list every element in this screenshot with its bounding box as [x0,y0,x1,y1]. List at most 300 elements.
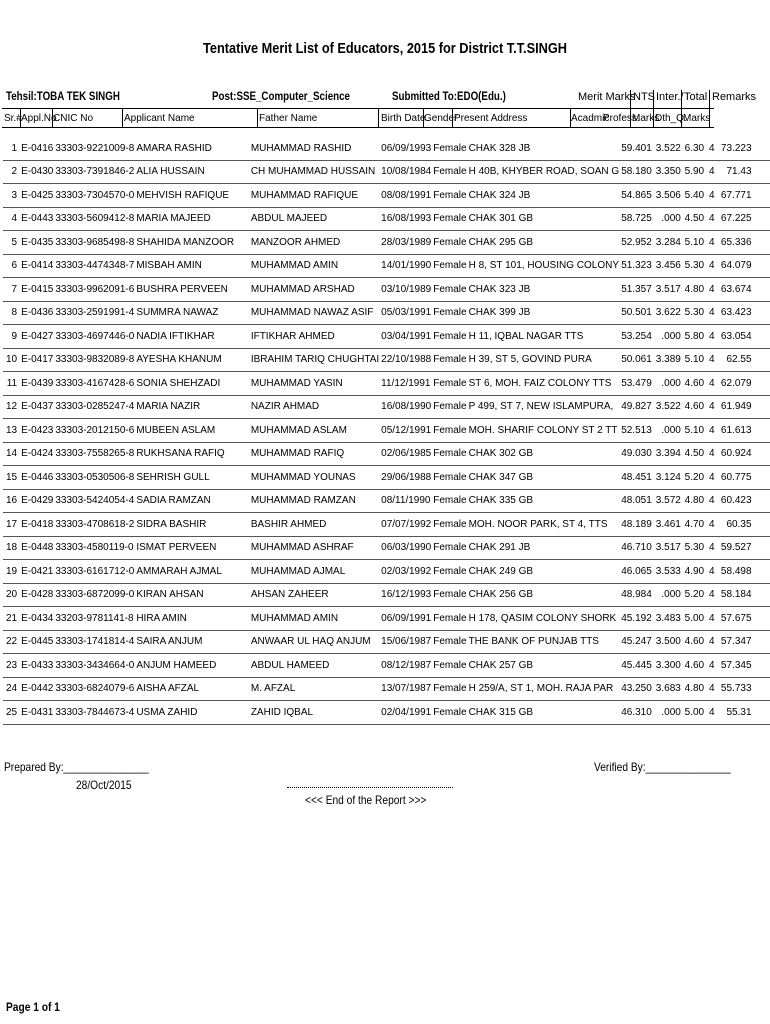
cell-academic: 46.310 [620,701,653,725]
verified-by: Verified By:_______________ [594,760,731,774]
cell-academic: 53.254 [620,325,653,349]
cell-address: MOH. SHARIF COLONY ST 2 TT [468,419,621,443]
cell-academic: 50.501 [620,301,653,325]
cell-gender: Female [432,630,467,654]
cell-birth-date: 03/04/1991 [380,325,432,349]
cell-professional: 3.389 [653,348,682,372]
cell-gender: Female [432,560,467,584]
cell-father-name: ZAHID IQBAL [250,701,380,725]
cell-cnic: 33303-7304570-0 [54,184,135,208]
cell-remarks [753,160,770,184]
cell-father-name: MUHAMMAD AMIN [250,254,380,278]
col-dob: Birth Date [381,113,426,124]
cell-total-marks: 55.733 [719,677,753,701]
cell-applicant-name: SEHRISH GULL [135,466,250,490]
post-value: SSE_Computer_Science [236,91,350,103]
col-applicant: Applicant Name [124,113,195,124]
col-address: Present Address [454,113,528,124]
cell-father-name: MUHAMMAD ARSHAD [250,278,380,302]
cell-sr: 12 [3,395,20,419]
cell-academic: 48.451 [620,466,653,490]
cell-cnic: 33303-4580119-0 [54,536,135,560]
cell-father-name: ABDUL HAMEED [250,654,380,678]
cell-academic: 51.323 [620,254,653,278]
cell-academic: 52.513 [620,419,653,443]
cell-gender: Female [432,278,467,302]
cell-birth-date: 14/01/1990 [380,254,432,278]
cell-appl-no: E-0434 [20,607,54,631]
post-label: Post: [212,91,237,103]
cell-applicant-name: SHAHIDA MANZOOR [135,231,250,255]
cell-birth-date: 16/12/1993 [380,583,432,607]
cell-applicant-name: SONIA SHEHZADI [135,372,250,396]
cell-gender: Female [432,395,467,419]
cell-professional: 3.522 [653,137,682,160]
cell-nts-marks: 5.20 [682,583,705,607]
table-row [3,348,770,372]
cell-nts-marks: 5.90 [682,160,705,184]
cell-birth-date: 07/07/1992 [380,513,432,537]
cell-address: CHAK 323 JB [468,278,621,302]
cell-gender: Female [432,536,467,560]
cell-remarks [753,301,770,325]
cell-appl-no: E-0423 [20,419,54,443]
cell-address: CHAK 302 GB [468,442,621,466]
cell-applicant-name: RUKHSANA RAFIQ [135,442,250,466]
cell-academic: 45.247 [620,630,653,654]
cell-sr: 9 [3,325,20,349]
cell-applicant-name: NADIA IFTIKHAR [135,325,250,349]
cell-academic: 58.180 [620,160,653,184]
table-row [3,583,770,607]
cell-applicant-name: AMMARAH AJMAL [135,560,250,584]
cell-professional: 3.506 [653,184,682,208]
cell-birth-date: 08/08/1991 [380,184,432,208]
cell-cnic: 33303-2591991-4 [54,301,135,325]
cell-address: H 40B, KHYBER ROAD, SOAN G [468,160,621,184]
cell-nts-marks: 5.00 [682,701,705,725]
cell-appl-no: E-0415 [20,278,54,302]
cell-sr: 23 [3,654,20,678]
cell-father-name: NAZIR AHMAD [250,395,380,419]
table-row [3,466,770,490]
cell-applicant-name: AYESHA KHANUM [135,348,250,372]
cell-appl-no: E-0429 [20,489,54,513]
cell-father-name: ANWAAR UL HAQ ANJUM [250,630,380,654]
cell-nts-marks: 4.60 [682,372,705,396]
cell-applicant-name: AMARA RASHID [135,137,250,160]
report-date: 28/Oct/2015 [76,778,132,792]
cell-address: P 499, ST 7, NEW ISLAMPURA, [468,395,621,419]
cell-inter-dthq: 4 [705,630,718,654]
cell-total-marks: 57.675 [719,607,753,631]
cell-appl-no: E-0437 [20,395,54,419]
col-appl: Appl.No. [21,113,60,124]
cell-appl-no: E-0427 [20,325,54,349]
cell-birth-date: 10/08/1984 [380,160,432,184]
cell-birth-date: 16/08/1993 [380,207,432,231]
table-row [3,137,770,160]
cell-nts-marks: 4.80 [682,278,705,302]
cell-nts-marks: 4.80 [682,677,705,701]
cell-total-marks: 60.775 [719,466,753,490]
cell-remarks [753,583,770,607]
cell-birth-date: 11/12/1991 [380,372,432,396]
cell-nts-marks: 4.60 [682,630,705,654]
cell-appl-no: E-0416 [20,137,54,160]
cell-inter-dthq: 4 [705,442,718,466]
cell-academic: 48.051 [620,489,653,513]
cell-professional: .000 [653,583,682,607]
cell-address: MOH. NOOR PARK, ST 4, TTS [468,513,621,537]
cell-father-name: ABDUL MAJEED [250,207,380,231]
cell-inter-dthq: 4 [705,489,718,513]
table-row [3,419,770,443]
cell-father-name: MUHAMMAD RAFIQUE [250,184,380,208]
cell-applicant-name: BUSHRA PERVEEN [135,278,250,302]
cell-appl-no: E-0448 [20,536,54,560]
cell-inter-dthq: 4 [705,207,718,231]
post-field [212,91,350,103]
cell-address: CHAK 335 GB [468,489,621,513]
cell-total-marks: 64.079 [719,254,753,278]
cell-sr: 15 [3,466,20,490]
cell-inter-dthq: 4 [705,419,718,443]
cell-inter-dthq: 4 [705,654,718,678]
cell-address: H 8, ST 101, HOUSING COLONY [468,254,621,278]
nts-header: NTS [633,91,655,103]
cell-appl-no: E-0446 [20,466,54,490]
remarks-header: Remarks [712,91,757,103]
cell-sr: 11 [3,372,20,396]
cell-professional: 3.284 [653,231,682,255]
cell-professional: 3.683 [653,677,682,701]
table-row [3,207,770,231]
cell-gender: Female [432,348,467,372]
cell-gender: Female [432,513,467,537]
cell-sr: 14 [3,442,20,466]
prepared-by: Prepared By:_______________ [4,760,149,774]
cell-professional: 3.533 [653,560,682,584]
cell-nts-marks: 5.40 [682,184,705,208]
cell-inter-dthq: 4 [705,231,718,255]
cell-professional: 3.572 [653,489,682,513]
cell-gender: Female [432,442,467,466]
cell-sr: 16 [3,489,20,513]
cell-professional: .000 [653,372,682,396]
submitted-label: Submitted To: [392,91,457,103]
table-row [3,630,770,654]
cell-total-marks: 63.423 [719,301,753,325]
cell-gender: Female [432,583,467,607]
cell-birth-date: 03/10/1989 [380,278,432,302]
cell-sr: 20 [3,583,20,607]
cell-gender: Female [432,607,467,631]
cell-applicant-name: AISHA AFZAL [135,677,250,701]
table-row [3,654,770,678]
cell-academic: 45.192 [620,607,653,631]
hdr-sep [122,108,123,128]
cell-nts-marks: 4.60 [682,395,705,419]
cell-remarks [753,560,770,584]
cell-professional: 3.456 [653,254,682,278]
cell-professional: 3.483 [653,607,682,631]
cell-academic: 54.865 [620,184,653,208]
cell-nts-marks: 4.90 [682,560,705,584]
cell-cnic: 33303-1741814-4 [54,630,135,654]
cell-gender: Female [432,654,467,678]
cell-inter-dthq: 4 [705,560,718,584]
cell-nts-marks: 5.10 [682,231,705,255]
cell-father-name: MUHAMMAD ASHRAF [250,536,380,560]
cell-sr: 3 [3,184,20,208]
cell-total-marks: 61.949 [719,395,753,419]
cell-father-name: MANZOOR AHMED [250,231,380,255]
hdr-sep [257,108,258,128]
cell-professional: 3.517 [653,278,682,302]
cell-inter-dthq: 4 [705,536,718,560]
cell-sr: 6 [3,254,20,278]
total-header: Total [684,91,708,103]
cell-applicant-name: MISBAH AMIN [135,254,250,278]
cell-inter-dthq: 4 [705,254,718,278]
cell-inter-dthq: 4 [705,701,718,725]
cell-address: CHAK 291 JB [468,536,621,560]
hdr-sep [570,108,571,128]
cell-birth-date: 02/03/1992 [380,560,432,584]
cell-cnic: 33303-4167428-6 [54,372,135,396]
cell-father-name: MUHAMMAD ASLAM [250,419,380,443]
hdr-sep [653,90,654,128]
cell-appl-no: E-0414 [20,254,54,278]
cell-remarks [753,677,770,701]
cell-academic: 45.445 [620,654,653,678]
cell-father-name: MUHAMMAD RAFIQ [250,442,380,466]
cell-total-marks: 60.423 [719,489,753,513]
hdr-sep [20,108,21,128]
merit-marks-header: Merit Marks [578,91,636,103]
cell-nts-marks: 6.30 [682,137,705,160]
cell-inter-dthq: 4 [705,137,718,160]
col-prof: Profess. [603,113,640,124]
hdr-sep [681,90,682,128]
cell-professional: .000 [653,325,682,349]
header-rule-bottom [2,127,714,128]
cell-sr: 4 [3,207,20,231]
cell-academic: 46.065 [620,560,653,584]
cell-inter-dthq: 4 [705,278,718,302]
cell-academic: 50.061 [620,348,653,372]
cell-address: H 259/A, ST 1, MOH. RAJA PAR [468,677,621,701]
cell-total-marks: 57.345 [719,654,753,678]
cell-address: CHAK 257 GB [468,654,621,678]
cell-sr: 2 [3,160,20,184]
table-row [3,489,770,513]
cell-address: CHAK 324 JB [468,184,621,208]
cell-cnic: 33303-9221009-8 [54,137,135,160]
cell-appl-no: E-0418 [20,513,54,537]
cell-nts-marks: 5.30 [682,254,705,278]
cell-father-name: AHSAN ZAHEER [250,583,380,607]
cell-appl-no: E-0443 [20,207,54,231]
cell-address: H 39, ST 5, GOVIND PURA [468,348,621,372]
cell-address: CHAK 249 GB [468,560,621,584]
cell-birth-date: 28/03/1989 [380,231,432,255]
cell-address: CHAK 256 GB [468,583,621,607]
cell-nts-marks: 4.70 [682,513,705,537]
cell-address: CHAK 399 JB [468,301,621,325]
cell-appl-no: E-0425 [20,184,54,208]
table-row [3,536,770,560]
cell-father-name: MUHAMMAD RASHID [250,137,380,160]
table-row [3,301,770,325]
cell-birth-date: 08/12/1987 [380,654,432,678]
cell-gender: Female [432,137,467,160]
cell-sr: 17 [3,513,20,537]
table-row [3,278,770,302]
cell-inter-dthq: 4 [705,395,718,419]
end-rule [287,787,453,788]
cell-academic: 48.984 [620,583,653,607]
cell-applicant-name: MUBEEN ASLAM [135,419,250,443]
cell-inter-dthq: 4 [705,160,718,184]
cell-remarks [753,395,770,419]
cell-professional: .000 [653,701,682,725]
cell-remarks [753,348,770,372]
cell-cnic: 33303-3434664-0 [54,654,135,678]
cell-gender: Female [432,207,467,231]
col-cnic: CNIC No [53,113,94,124]
cell-applicant-name: USMA ZAHID [135,701,250,725]
cell-gender: Female [432,466,467,490]
hdr-sep [378,108,379,128]
cell-sr: 25 [3,701,20,725]
cell-academic: 52.952 [620,231,653,255]
cell-sr: 21 [3,607,20,631]
cell-cnic: 33303-6872099-0 [54,583,135,607]
merit-list-table [3,137,770,725]
cell-remarks [753,325,770,349]
cell-gender: Female [432,254,467,278]
cell-appl-no: E-0439 [20,372,54,396]
cell-academic: 48.189 [620,513,653,537]
cell-cnic: 33303-0285247-4 [54,395,135,419]
cell-academic: 51.357 [620,278,653,302]
cell-father-name: CH MUHAMMAD HUSSAIN [250,160,380,184]
submitted-field [392,91,506,103]
cell-birth-date: 06/09/1991 [380,607,432,631]
table-row [3,325,770,349]
cell-applicant-name: ALIA HUSSAIN [135,160,250,184]
cell-nts-marks: 5.00 [682,607,705,631]
cell-remarks [753,184,770,208]
cell-inter-dthq: 4 [705,301,718,325]
cell-total-marks: 62.55 [719,348,753,372]
cell-sr: 19 [3,560,20,584]
col-sr: Sr.# [4,113,22,124]
cell-inter-dthq: 4 [705,677,718,701]
cell-academic: 58.725 [620,207,653,231]
cell-cnic: 33303-6161712-0 [54,560,135,584]
cell-remarks [753,254,770,278]
cell-birth-date: 06/03/1990 [380,536,432,560]
cell-birth-date: 29/06/1988 [380,466,432,490]
cell-remarks [753,607,770,631]
cell-cnic: 33203-9781141-8 [54,607,135,631]
hdr-sep [423,108,424,128]
cell-address: CHAK 328 JB [468,137,621,160]
cell-gender: Female [432,419,467,443]
cell-cnic: 33303-5609412-8 [54,207,135,231]
cell-nts-marks: 5.30 [682,536,705,560]
cell-nts-marks: 5.30 [682,301,705,325]
cell-professional: 3.350 [653,160,682,184]
cell-gender: Female [432,325,467,349]
page-number: Page 1 of 1 [6,1000,60,1014]
cell-address: ST 6, MOH. FAIZ COLONY TTS [468,372,621,396]
cell-total-marks: 65.336 [719,231,753,255]
cell-appl-no: E-0417 [20,348,54,372]
cell-father-name: IFTIKHAR AHMED [250,325,380,349]
cell-professional: 3.394 [653,442,682,466]
cell-total-marks: 62.079 [719,372,753,396]
cell-birth-date: 22/10/1988 [380,348,432,372]
cell-applicant-name: MEHVISH RAFIQUE [135,184,250,208]
cell-cnic: 33303-7391846-2 [54,160,135,184]
cell-cnic: 33303-7558265-8 [54,442,135,466]
cell-sr: 13 [3,419,20,443]
cell-nts-marks: 5.10 [682,348,705,372]
cell-appl-no: E-0430 [20,160,54,184]
tehsil-value: TOBA TEK SINGH [36,91,120,103]
cell-professional: 3.500 [653,630,682,654]
cell-professional: 3.517 [653,536,682,560]
cell-nts-marks: 4.50 [682,207,705,231]
col-total-marks: Marks [683,113,711,124]
cell-inter-dthq: 4 [705,583,718,607]
cell-appl-no: E-0433 [20,654,54,678]
cell-father-name: BASHIR AHMED [250,513,380,537]
cell-appl-no: E-0431 [20,701,54,725]
table-row [3,560,770,584]
hdr-sep [52,108,53,128]
cell-appl-no: E-0428 [20,583,54,607]
cell-gender: Female [432,160,467,184]
cell-birth-date: 16/08/1990 [380,395,432,419]
cell-professional: .000 [653,419,682,443]
cell-gender: Female [432,372,467,396]
cell-remarks [753,701,770,725]
cell-address: H 178, QASIM COLONY SHORK [468,607,621,631]
cell-applicant-name: ISMAT PERVEEN [135,536,250,560]
hdr-sep [452,108,453,128]
cell-sr: 8 [3,301,20,325]
cell-cnic: 33303-5424054-4 [54,489,135,513]
cell-applicant-name: SADIA RAMZAN [135,489,250,513]
cell-remarks [753,466,770,490]
col-dth: Dth_Q. [655,113,687,124]
cell-total-marks: 60.35 [719,513,753,537]
cell-nts-marks: 4.60 [682,654,705,678]
cell-remarks [753,419,770,443]
cell-remarks [753,536,770,560]
cell-address: CHAK 347 GB [468,466,621,490]
cell-appl-no: E-0445 [20,630,54,654]
table-row [3,395,770,419]
cell-nts-marks: 5.10 [682,419,705,443]
cell-sr: 7 [3,278,20,302]
cell-birth-date: 15/06/1987 [380,630,432,654]
